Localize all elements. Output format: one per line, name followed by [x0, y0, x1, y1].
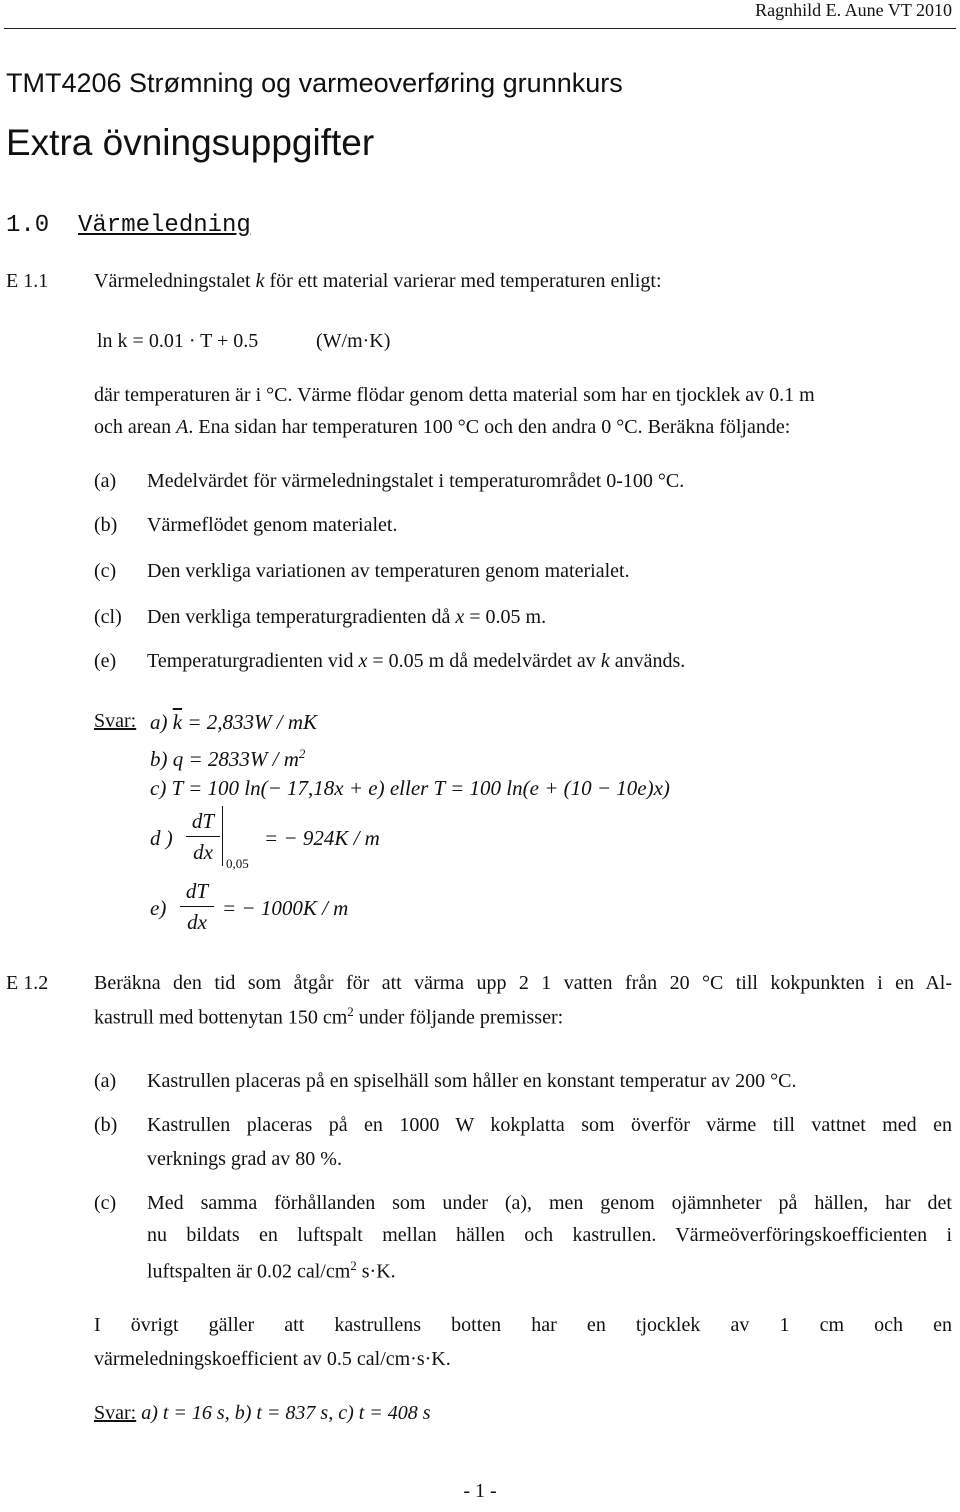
e11-item-text: Värmeflödet genom materialet.: [147, 514, 398, 536]
e12-line1: Beräkna den tid som åtgår för att värma upp 2 1 vatten från 20 °C till kokpunkten i en Al-: [94, 972, 952, 994]
e12-item-text: Kastrullen placeras på en 1000 W kokplatta som överför värme till vattnet med en: [147, 1114, 952, 1136]
answer-a: a) $\overline{k} = 2,833W$ / mK: [150, 710, 317, 734]
e11-item-text: Den verkliga variationen av temperaturen genom materialet.: [147, 560, 630, 582]
e12-item-label: (a): [94, 1070, 117, 1092]
e11-intro: Värmeledningstalet k för ett material varierar med temperaturen enligt:: [94, 270, 662, 292]
e11-item-label: (cl): [94, 606, 122, 628]
answer-c: c) T = 100 ln(− 17,18x + e) eller T = 100 ln(e + (10 − 10e)x): [150, 776, 670, 800]
section-title: Värmeledning: [78, 212, 251, 239]
course-title: TMT4206 Strømning og varmeoverføring grunnkurs: [6, 68, 623, 98]
answer-e-fraction: [180, 878, 214, 935]
exercise-label-e12: E 1.2: [6, 972, 49, 994]
e12-paragraph-line1: I övrigt gäller att kastrullens botten har en tjocklek av 1 cm och en: [94, 1314, 952, 1336]
answer-d-fraction: [186, 808, 220, 865]
fraction-denominator: dx: [187, 910, 207, 934]
e12-item-label: (c): [94, 1192, 117, 1214]
e11-line2: där temperaturen är i °C. Värme flödar genom detta material som har en tjocklek av 0.1 m: [94, 384, 815, 406]
page-number: - 1 -: [463, 1480, 497, 1502]
e12-item-text: Med samma förhållanden som under (a), men genom ojämnheter på hällen, har det: [147, 1192, 952, 1214]
e12-item-text: Kastrullen placeras på en spiselhäll som håller en konstant temperatur av 200 °C.: [147, 1070, 797, 1092]
e12-item-text: verknings grad av 80 %.: [147, 1148, 342, 1170]
e11-item-label: (e): [94, 650, 117, 672]
e11-item-text: Medelvärdet för värmeledningstalet i temperaturområdet 0-100 °C.: [147, 470, 685, 492]
page-header-author: Ragnhild E. Aune VT 2010: [755, 0, 952, 20]
e12-line2: kastrull med bottenytan 150 $cm^2$ under följande premisser:: [94, 1004, 564, 1029]
e12-item-text: nu bildats en luftspalt mellan hällen och kastrullen. Värmeöverföringskoefficienten i: [147, 1224, 952, 1246]
answer-e-label: e): [150, 896, 167, 920]
e12-item-label: (b): [94, 1114, 118, 1136]
e11-line3: och arean A. Ena sidan har temperaturen 100 °C och den andra 0 °C. Beräkna följande:: [94, 416, 791, 438]
fraction-numerator: dT: [191, 809, 215, 833]
e12-answer: Svar: a) t = 16 s, b) t = 837 s, c) t = 408 s: [94, 1402, 431, 1424]
e11-equation-unit: (W/m·K): [316, 330, 391, 352]
e11-item-text: Temperaturgradienten vid x = 0.05 m då medelvärdet av k används.: [147, 650, 686, 672]
section-number: 1.0: [6, 212, 50, 239]
answer-d-rhs: = − 924K / m: [264, 826, 380, 850]
e11-item-label: (a): [94, 470, 117, 492]
e11-item-label: (c): [94, 560, 117, 582]
fraction-numerator: dT: [185, 879, 209, 903]
fraction-denominator: dx: [193, 840, 213, 864]
e12-paragraph-line2: värmeledningskoefficient av 0.5 cal/cm·s·K.: [94, 1348, 451, 1370]
answer-e-rhs: = − 1000K / m: [222, 896, 349, 920]
evaluation-bar: [222, 806, 223, 866]
answer-label: Svar:: [94, 710, 137, 732]
answer-b: b) $q = 2833W / m^2$: [150, 746, 306, 771]
header-rule: [4, 28, 956, 29]
document-title: Extra övningsuppgifter: [6, 122, 375, 163]
answer-d-label: d ): [150, 826, 173, 850]
e12-item-text: luftspalten är 0.02 cal/$cm^2$ s·K.: [147, 1258, 396, 1283]
exercise-label-e11: E 1.1: [6, 270, 49, 292]
e11-item-label: (b): [94, 514, 118, 536]
e11-item-text: Den verkliga temperaturgradienten då x = 0.05 m.: [147, 606, 547, 628]
e11-equation: ln k = 0.01 · T + 0.5: [97, 330, 259, 352]
evaluation-subscript: 0,05: [226, 856, 249, 871]
